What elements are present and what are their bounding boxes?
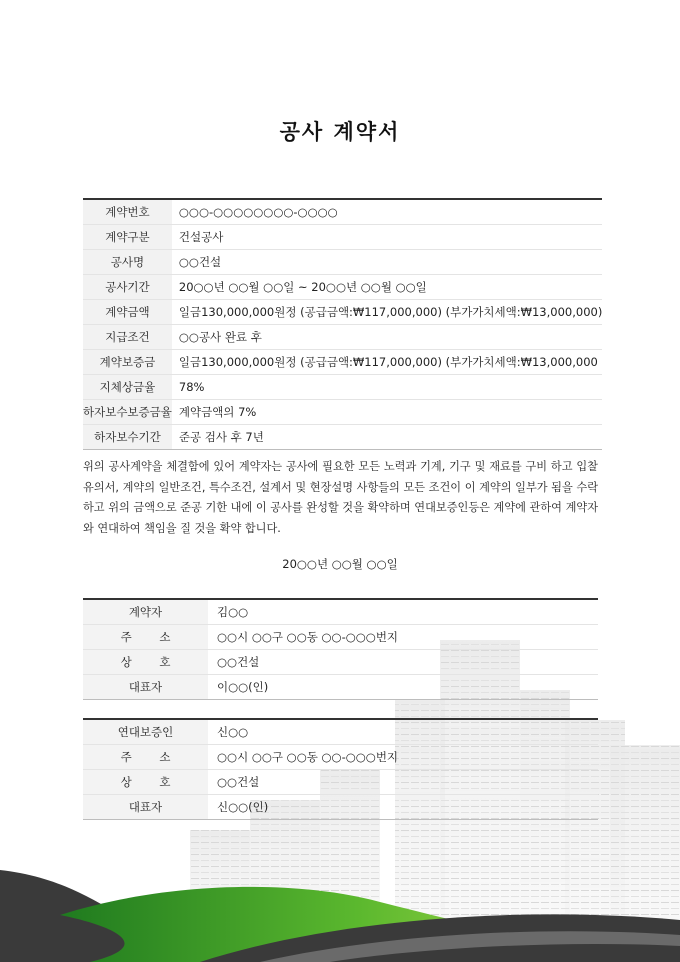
row-value: 일금130,000,000원정 (공급금액:₩117,000,000) (부가가치세액:₩13,000,000: [172, 350, 602, 375]
table-row: [83, 300, 602, 325]
table-row: [83, 625, 598, 650]
table-row: [83, 650, 598, 675]
row-value: 김○○: [208, 599, 598, 625]
row-value: ○○○-○○○○○○○○-○○○○: [172, 199, 602, 225]
row-label: 공사기간: [83, 275, 172, 300]
contractor-table: [83, 598, 598, 700]
row-label: 계약금액: [83, 300, 172, 325]
row-label: 주 소: [120, 750, 183, 764]
page-title: 공사 계약서: [279, 120, 401, 144]
row-value: 일금130,000,000원정 (공급금액:₩117,000,000) (부가가치세액:₩13,000,000): [172, 300, 602, 325]
table-row: [83, 225, 602, 250]
row-label: 대표자: [83, 675, 208, 700]
row-value: 건설공사: [172, 225, 602, 250]
row-label: 상 호: [120, 655, 183, 669]
row-label: 하자보수보증금율: [83, 400, 172, 425]
row-value: ○○공사 완료 후: [172, 325, 602, 350]
row-label: 계약번호: [83, 199, 172, 225]
table-row: [83, 599, 598, 625]
table-row: [83, 795, 598, 820]
table-row: [83, 275, 602, 300]
row-label: 계약구분: [83, 225, 172, 250]
contract-date: 20○○년 ○○월 ○○일: [282, 557, 398, 571]
row-value: 준공 검사 후 7년: [172, 425, 602, 450]
row-value: ○○건설: [208, 770, 598, 795]
row-label: 연대보증인: [83, 719, 208, 745]
table-row: [83, 325, 602, 350]
row-value: ○○건설: [172, 250, 602, 275]
table-row: [83, 770, 598, 795]
row-value: 20○○년 ○○월 ○○일 ~ 20○○년 ○○월 ○○일: [172, 275, 602, 300]
row-label: 지급조건: [83, 325, 172, 350]
agreement-text: 위의 공사계약을 체결함에 있어 계약자는 공사에 필요한 모든 노력과 기계, 기구 및 재료를 구비 하고 입찰유의서, 계약의 일반조건, 특수조건, 설계서 및 현장설명 사항들의 모든 조건이 이 계약의 일부가 됨을 수락하고 위의 금액으로 준공 기한 내에 이 공사를 완성할 것을 확약하며 연대보증인등은 계약에 관하여 계약자와 연대하여 책임을 질 것을 확약 합니다.: [83, 460, 598, 535]
table-row: [83, 400, 602, 425]
row-value: ○○건설: [208, 650, 598, 675]
row-value: ○○시 ○○구 ○○동 ○○-○○○번지: [208, 745, 598, 770]
table-row: [83, 250, 602, 275]
table-row: [83, 199, 602, 225]
row-value: ○○시 ○○구 ○○동 ○○-○○○번지: [208, 625, 598, 650]
contract-info-table: [83, 198, 602, 450]
row-label: 공사명: [83, 250, 172, 275]
table-row: [83, 719, 598, 745]
table-row: [83, 675, 598, 700]
table-row: [83, 375, 602, 400]
row-value: 이○○(인): [208, 675, 598, 700]
row-value: 신○○: [208, 719, 598, 745]
table-row: [83, 745, 598, 770]
row-value: 신○○(인): [208, 795, 598, 820]
row-label: 계약자: [83, 599, 208, 625]
row-label: 지체상금율: [83, 375, 172, 400]
row-label: 대표자: [83, 795, 208, 820]
row-label: 주 소: [120, 630, 183, 644]
row-label: 계약보증금: [83, 350, 172, 375]
row-label: 상 호: [120, 775, 183, 789]
table-row: [83, 350, 602, 375]
row-value: 계약금액의 7%: [172, 400, 602, 425]
row-value: 78%: [172, 375, 602, 400]
table-row: [83, 425, 602, 450]
guarantor-table: [83, 718, 598, 820]
row-label: 하자보수기간: [83, 425, 172, 450]
